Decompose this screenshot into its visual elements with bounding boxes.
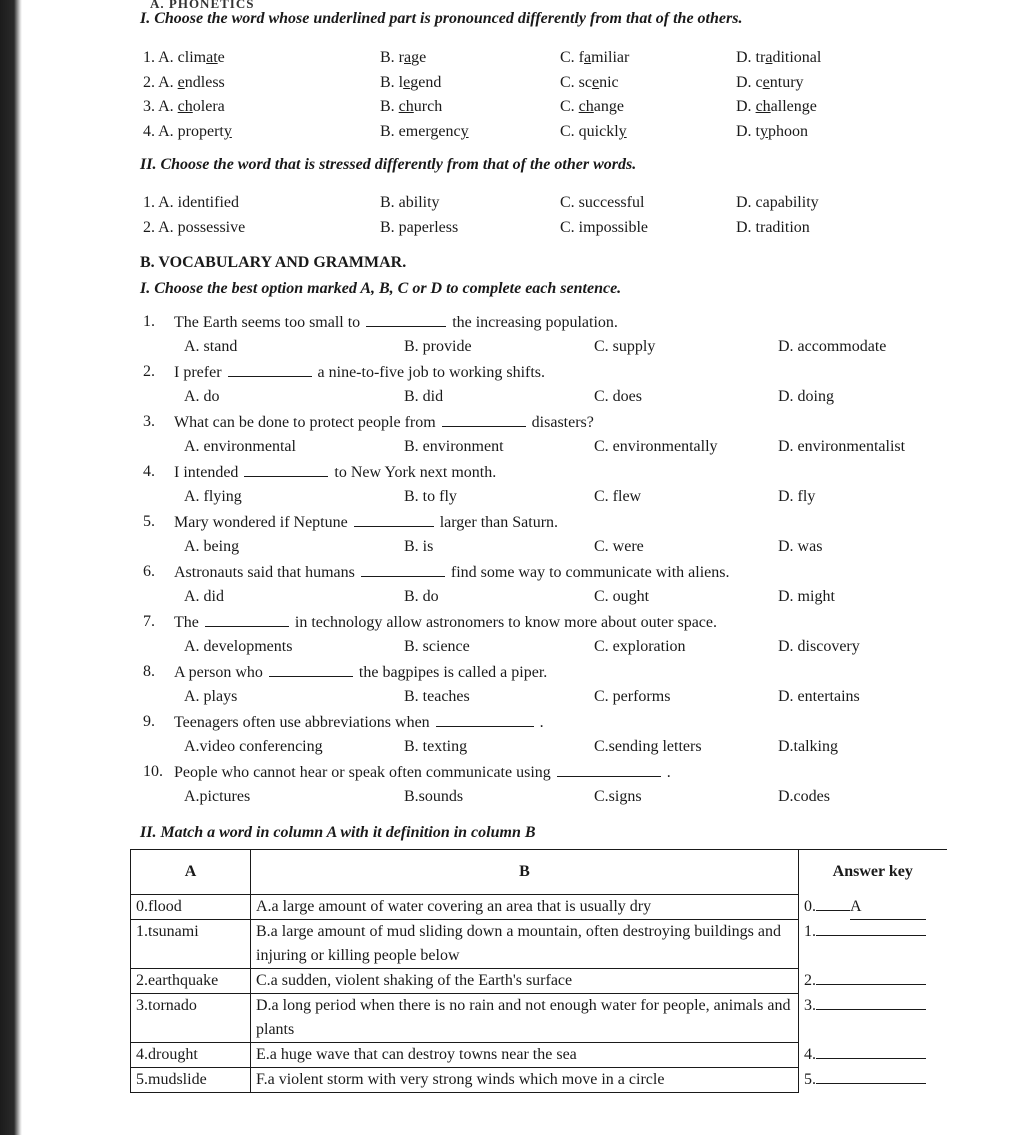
question-continuation: disasters? <box>531 414 594 431</box>
option-d[interactable]: D. entertains <box>778 688 860 705</box>
match-word: 4.drought <box>131 1043 251 1068</box>
match-definition: F.a violent storm with very strong winds which move in a circle <box>251 1068 799 1093</box>
answer-key-slot[interactable] <box>799 1043 947 1068</box>
match-table <box>130 849 947 1093</box>
pron-q3-c: C. change <box>560 98 624 115</box>
option-b[interactable]: B. teaches <box>404 688 470 705</box>
answer-blank[interactable] <box>244 462 328 477</box>
match-section-heading: II. Match a word in column A with it definition in column B <box>140 824 536 841</box>
pron-q3-d: D. challenge <box>736 98 817 115</box>
question-stem: What can be done to protect people from <box>174 414 436 431</box>
option-c[interactable]: C.signs <box>594 788 642 805</box>
option-a[interactable]: A.video conferencing <box>184 738 323 755</box>
question-text <box>174 412 594 433</box>
stress-q2-a: 2. A. possessive <box>143 219 246 236</box>
question-stem: Mary wondered if Neptune <box>174 514 348 531</box>
question-number: 6. <box>143 563 155 580</box>
option-c[interactable]: C. supply <box>594 338 656 355</box>
question-text <box>174 712 544 733</box>
vocabulary-section-title: B. VOCABULARY AND GRAMMAR. <box>140 254 407 271</box>
column-b-header: B <box>251 850 799 895</box>
match-definition: E.a huge wave that can destroy towns near the sea <box>251 1043 799 1068</box>
pron-q4-d: D. typhoon <box>736 123 808 140</box>
pron-q1-c: C. familiar <box>560 49 630 66</box>
cut-off-section-title: A. PHONETICS <box>150 0 255 8</box>
option-c[interactable]: C. flew <box>594 488 642 505</box>
option-a[interactable]: A.pictures <box>184 788 251 805</box>
vocabulary-instruction: I. Choose the best option marked A, B, C or D to complete each sentence. <box>140 280 622 297</box>
question-stem: Astronauts said that humans <box>174 564 355 581</box>
answer-blank[interactable] <box>442 412 526 427</box>
match-definition: C.a sudden, violent shaking of the Earth's surface <box>251 969 799 994</box>
match-word: 0.flood <box>131 895 251 920</box>
answer-blank[interactable] <box>205 612 289 627</box>
answer-key-slot[interactable] <box>799 994 947 1043</box>
pron-q4-b: B. emergency <box>380 123 469 140</box>
option-b[interactable]: B. environment <box>404 438 504 455</box>
option-d[interactable]: D.talking <box>778 738 838 755</box>
question-stem: The Earth seems too small to <box>174 314 361 331</box>
match-word: 1.tsunami <box>131 920 251 969</box>
pron-q1-b: B. rage <box>380 49 427 66</box>
answer-blank[interactable] <box>361 562 445 577</box>
option-c[interactable]: C. does <box>594 388 642 405</box>
question-continuation: . <box>539 714 544 731</box>
match-row <box>131 969 947 994</box>
answer-key-number: 3. <box>804 996 816 1014</box>
option-d[interactable]: D.codes <box>778 788 830 805</box>
question-continuation: the bagpipes is called a piper. <box>358 664 548 681</box>
question-number: 1. <box>143 313 155 330</box>
answer-blank[interactable] <box>436 712 534 727</box>
answer-blank[interactable] <box>366 312 446 327</box>
question-text <box>174 362 545 383</box>
pron-q1-d: D. traditional <box>736 49 822 66</box>
question-continuation: . <box>666 764 671 781</box>
option-c[interactable]: C. exploration <box>594 638 686 655</box>
question-stem: People who cannot hear or speak often communicate using <box>174 764 551 781</box>
match-definition: A.a large amount of water covering an area that is usually dry <box>251 895 799 920</box>
option-b[interactable]: B. do <box>404 588 439 605</box>
option-c[interactable]: C. performs <box>594 688 671 705</box>
pron-q2-d: D. century <box>736 74 804 91</box>
answer-key-blank[interactable] <box>816 921 926 936</box>
pron-q2-c: C. scenic <box>560 74 619 91</box>
answer-key-slot[interactable] <box>799 920 947 969</box>
option-d[interactable]: D. discovery <box>778 638 860 655</box>
pron-q4-c: C. quickly <box>560 123 627 140</box>
option-a[interactable]: A. developments <box>184 638 293 655</box>
question-continuation: find some way to communicate with aliens. <box>450 564 730 581</box>
question-stem: Teenagers often use abbreviations when <box>174 714 430 731</box>
question-number: 4. <box>143 463 155 480</box>
answer-key-number: 1. <box>804 922 816 940</box>
question-continuation: the increasing population. <box>452 314 618 331</box>
question-text <box>174 462 496 483</box>
answer-key-blank-lead <box>816 910 850 911</box>
option-a[interactable]: A. plays <box>184 688 238 705</box>
option-b[interactable]: B. is <box>404 538 434 555</box>
stress-q2-d: D. tradition <box>736 219 810 236</box>
answer-key-slot[interactable] <box>799 1068 947 1093</box>
option-a[interactable]: A. did <box>184 588 224 605</box>
answer-key-blank[interactable] <box>816 1044 926 1059</box>
match-definition: B.a large amount of mud sliding down a mountain, often destroying buildings and injuring or killing people below <box>251 920 799 969</box>
match-table-header <box>131 850 947 895</box>
pron-q3-b: B. church <box>380 98 443 115</box>
match-definition: D.a long period when there is no rain and not enough water for people, animals and plants <box>251 994 799 1043</box>
page-edge-shadow <box>0 0 22 1135</box>
option-c[interactable]: C. ought <box>594 588 650 605</box>
question-text <box>174 612 717 633</box>
stress-q2-c: C. impossible <box>560 219 649 236</box>
answer-key-blank[interactable] <box>816 970 926 985</box>
question-continuation: larger than Saturn. <box>439 514 559 531</box>
question-stem: I intended <box>174 464 239 481</box>
column-a-header: A <box>131 850 251 895</box>
option-b[interactable]: B.sounds <box>404 788 464 805</box>
option-c[interactable]: C.sending letters <box>594 738 702 755</box>
answer-key-header: Answer key <box>799 850 947 895</box>
question-number: 8. <box>143 663 155 680</box>
match-row <box>131 895 947 920</box>
answer-key-number: 4. <box>804 1045 816 1063</box>
question-number: 2. <box>143 363 155 380</box>
option-d[interactable]: D. accommodate <box>778 338 887 355</box>
pron-q2-a: 2. A. endless <box>143 74 225 91</box>
question-number: 9. <box>143 713 155 730</box>
question-stem: The <box>174 614 199 631</box>
question-continuation: a nine-to-five job to working shifts. <box>317 364 546 381</box>
option-a[interactable]: A. environmental <box>184 438 296 455</box>
pron-q3-a: 3. A. cholera <box>143 98 225 115</box>
stress-q2-b: B. paperless <box>380 219 459 236</box>
answer-key-value: A <box>850 895 926 920</box>
option-b[interactable]: B. provide <box>404 338 472 355</box>
question-text <box>174 312 618 333</box>
question-number: 10. <box>143 763 163 780</box>
question-stem: I prefer <box>174 364 222 381</box>
option-c[interactable]: C. were <box>594 538 644 555</box>
option-b[interactable]: B. to fly <box>404 488 457 505</box>
option-d[interactable]: D. environmentalist <box>778 438 906 455</box>
option-b[interactable]: B. did <box>404 388 444 405</box>
option-d[interactable]: D. was <box>778 538 823 555</box>
option-a[interactable]: A. stand <box>184 338 238 355</box>
stress-q1-c: C. successful <box>560 194 645 211</box>
match-word: 3.tornado <box>131 994 251 1043</box>
question-text <box>174 662 547 683</box>
match-row <box>131 920 947 969</box>
option-d[interactable]: D. fly <box>778 488 816 505</box>
question-number: 3. <box>143 413 155 430</box>
option-d[interactable]: D. might <box>778 588 835 605</box>
stress-q1-a: 1. A. identified <box>143 194 239 211</box>
question-stem: A person who <box>174 664 263 681</box>
question-text <box>174 512 558 533</box>
answer-key-blank[interactable] <box>816 898 926 915</box>
stress-q1-d: D. capability <box>736 194 819 211</box>
match-word: 2.earthquake <box>131 969 251 994</box>
match-row <box>131 1043 947 1068</box>
answer-blank[interactable] <box>228 362 312 377</box>
pron-q1-a: 1. A. climate <box>143 49 225 66</box>
question-text <box>174 562 729 583</box>
answer-key-number: 5. <box>804 1070 816 1088</box>
answer-key-slot[interactable] <box>799 969 947 994</box>
answer-blank[interactable] <box>354 512 434 527</box>
option-b[interactable]: B. science <box>404 638 470 655</box>
option-d[interactable]: D. doing <box>778 388 834 405</box>
question-number: 7. <box>143 613 155 630</box>
question-continuation: to New York next month. <box>334 464 497 481</box>
stress-q1-b: B. ability <box>380 194 440 211</box>
pron-q2-b: B. legend <box>380 74 442 91</box>
section-1-heading: I. Choose the word whose underlined part is pronounced differently from that of the others. <box>140 10 743 27</box>
option-c[interactable]: C. environmentally <box>594 438 718 455</box>
option-a[interactable]: A. flying <box>184 488 242 505</box>
answer-key-blank[interactable] <box>816 1069 926 1084</box>
option-a[interactable]: A. being <box>184 538 240 555</box>
answer-blank[interactable] <box>557 762 661 777</box>
answer-key-number: 2. <box>804 971 816 989</box>
option-a[interactable]: A. do <box>184 388 220 405</box>
answer-key-slot[interactable] <box>799 895 947 920</box>
answer-key-number: 0. <box>804 897 816 915</box>
question-text <box>174 762 671 783</box>
section-2-heading: II. Choose the word that is stressed differently from that of the other words. <box>140 156 637 173</box>
answer-key-blank[interactable] <box>816 995 926 1010</box>
option-b[interactable]: B. texting <box>404 738 468 755</box>
question-number: 5. <box>143 513 155 530</box>
match-row <box>131 994 947 1043</box>
match-word: 5.mudslide <box>131 1068 251 1093</box>
answer-blank[interactable] <box>269 662 353 677</box>
match-row <box>131 1068 947 1093</box>
pron-q4-a: 4. A. property <box>143 123 232 140</box>
question-continuation: in technology allow astronomers to know more about outer space. <box>294 614 717 631</box>
